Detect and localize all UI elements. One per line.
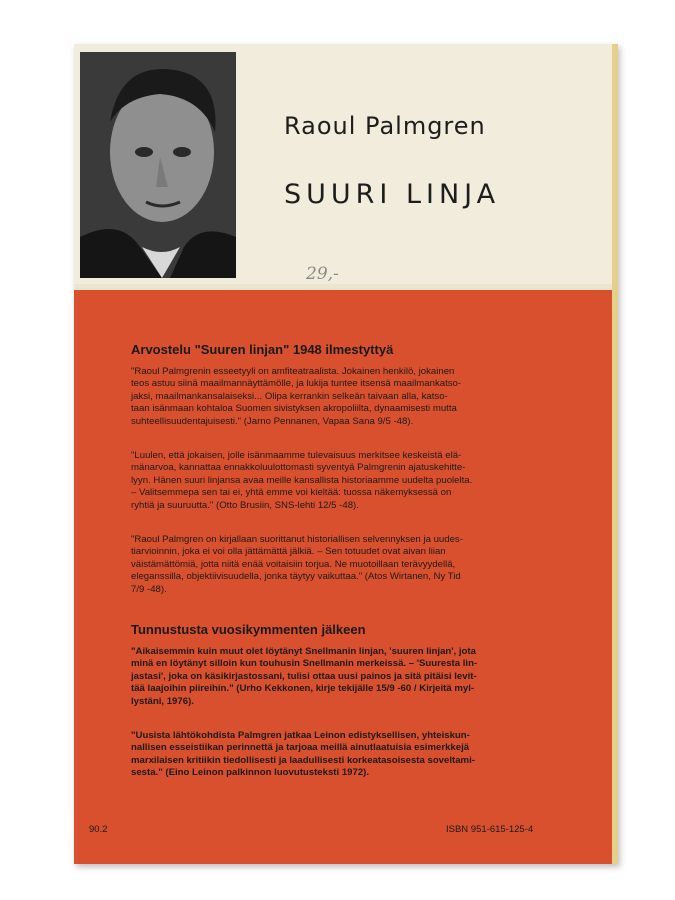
classification-code: 90.2: [89, 824, 108, 835]
author-name: Raoul Palmgren: [284, 112, 486, 140]
review-quote-3: "Raoul Palmgren on kirjallaan suorittanut historiallisen selvennyksen ja uudes- tiarvioinnin, joka ei voi olla jättämättä jälkiä. – Sen totuudet ovat aivan liian väistämättömiä, jotta niitä enää voitaisiin torjua. Ne muotoillaan terävyydellä, eleganssilla, objektiivisuudella, jonka täytyy vaikuttaa." (Atos Wirtanen, Ny Tid 7/9 -48).: [131, 534, 463, 595]
book-back-cover: [74, 44, 618, 864]
portrait-silhouette-icon: [80, 52, 236, 278]
recognition-quote-1: "Aikaisemmin kuin muut olet löytänyt Snellmanin linjan, 'suuren linjan', jota minä en löytänyt silloin kun touhusin Snellmanin merkeissä. – 'Suuresta lin- jastasi', joka on käsikirjastossani, tulisi ottaa uusi painos ja sitä pitäisi levit- tää laajoihin piireihin." (Urho Kekkonen, kirje tekijälle 15/9 -60 / Kirjeitä myl- lystäni, 1976).: [131, 646, 478, 707]
cover-top-panel: [74, 44, 612, 284]
section-heading-reviews: Arvostelu "Suuren linjan" 1948 ilmestyttyä: [131, 342, 394, 357]
recognition-quote-2: "Uusista lähtökohdista Palmgren jatkaa Leinon edistyksellisen, yhteiskun- nallisen esseistiikan perinnettä ja tarjoaa meillä ainutlaatuisia esimerkkejä marxilaisen kritiikin tiedollisesti ja laadullisesti korkeatasoisesta soveltami- sesta." (Eino Leinon palkinnon luovutusteksti 1972).: [131, 730, 475, 779]
book-title: SUURI LINJA: [284, 179, 501, 210]
review-quote-2: "Luulen, että jokaisen, jolle isänmaamme tulevaisuus merkitsee keskeistä elä- mänarvoa, kannattaa ennakkoluulottomasti syventyä Palmgrenin ajatuskehitte- lyyn. Hänen suuri linjansa avaa meille kansallista historiaamme uudelta puolelta. – Valitsemmepa sen tai ei, yhtä emme voi kieltää: tuossa näkemyksessä on ryhtiä ja suuruutta." (Otto Brusiin, SNS-lehti 12/5 -48).: [131, 450, 473, 511]
handwritten-price-mark: 29,-: [306, 264, 339, 284]
section-heading-recognition: Tunnustusta vuosikymmenten jälkeen: [131, 622, 366, 637]
isbn-number: ISBN 951-615-125-4: [446, 824, 534, 835]
cover-red-panel: [74, 290, 612, 864]
review-quote-1: "Raoul Palmgrenin esseetyyli on amfiteatraalista. Jokainen henkilö, jokainen teos astuu siinä maailmannäyttämölle, ja lukija tuntee itsensä maailmankatso- jaksi, maailmankansalaiseksi... Olipa kerrankin selkeän taivaan alla, katso- taan isänmaan kohtaloa Suomen sivistyksen akropoliilta, dynaamisesti mutta suhteellisuudentajuisesti." (Jarno Pennanen, Vapaa Sana 9/5 -48).: [131, 366, 462, 427]
author-portrait-photo: [80, 52, 236, 278]
